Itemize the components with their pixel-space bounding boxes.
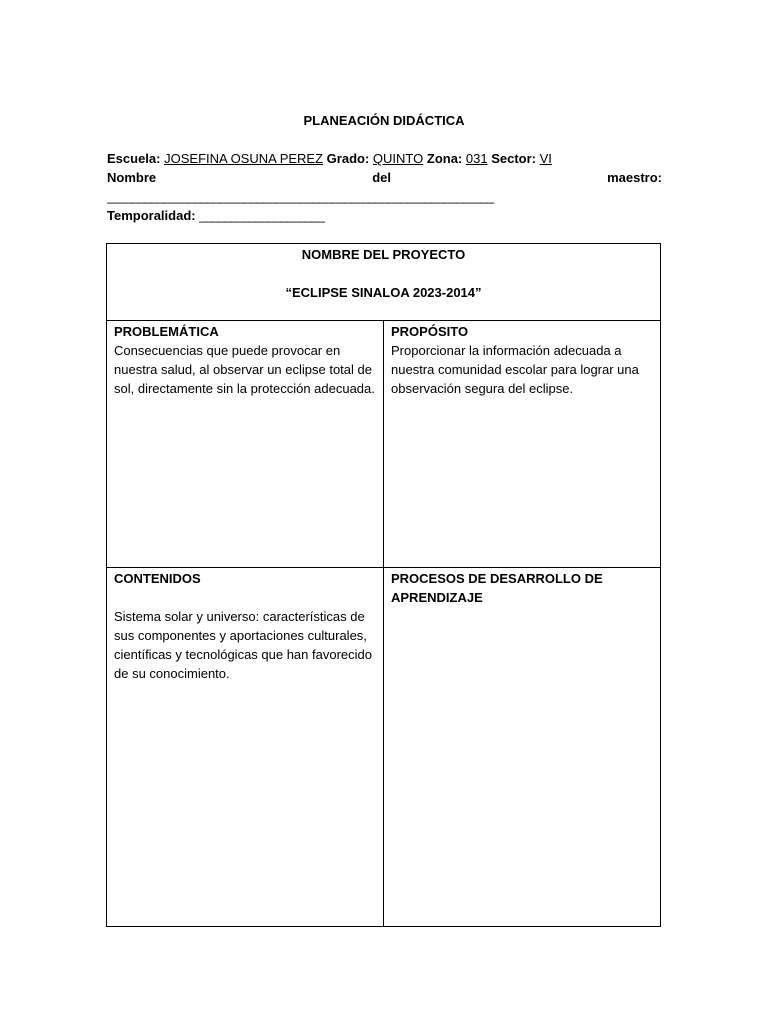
proposito-text: Proporcionar la información adecuada a nuestra comunidad escolar para lograr una observación segura del eclipse. [391, 343, 639, 396]
procesos-cell [384, 568, 660, 926]
proposito-cell [384, 321, 660, 568]
zona-value: 031 [465, 151, 488, 166]
temporalidad-label: Temporalidad: [107, 208, 196, 223]
contenidos-text: Sistema solar y universo: características de sus componentes y aportaciones culturales, científicas y tecnológicas que han favorecido de su conocimiento. [114, 609, 372, 681]
escuela-label: Escuela: [107, 151, 161, 166]
planning-table [106, 243, 661, 927]
problematica-text: Consecuencias que puede provocar en nuestra salud, al observar un eclipse total de sol, directamente sin la protección adecuada. [114, 343, 375, 396]
contenidos-cell [107, 568, 384, 926]
contenidos-heading: CONTENIDOS [114, 571, 201, 586]
maestro-word: maestro: [607, 170, 662, 185]
grado-value: QUINTO [372, 151, 424, 166]
temporalidad-blank: ____________________ [199, 208, 324, 223]
school-info-line [107, 149, 662, 168]
problematica-cell [107, 321, 384, 568]
sector-value: VI [539, 151, 552, 166]
maestro-blank-line [107, 187, 662, 206]
project-name: “ECLIPSE SINALOA 2023-2014” [285, 285, 482, 300]
sector-label: Sector: [491, 151, 537, 166]
maestro-line [107, 168, 662, 187]
project-heading: NOMBRE DEL PROYECTO [301, 247, 466, 262]
maestro-blank: ______________________________________________________________ [107, 189, 494, 204]
procesos-heading: PROCESOS DE DESARROLLO DE APRENDIZAJE [391, 571, 603, 605]
proposito-heading: PROPÓSITO [391, 324, 469, 339]
zona-label: Zona: [426, 151, 463, 166]
contenidos-spacer [114, 588, 376, 607]
escuela-value: JOSEFINA OSUNA PEREZ [164, 151, 324, 166]
problematica-heading: PROBLEMÁTICA [114, 324, 219, 339]
document-title: PLANEACIÓN DIDÁCTICA [303, 113, 465, 128]
temporalidad-line [107, 206, 662, 225]
project-name-cell [107, 244, 660, 321]
del-word: del [372, 170, 391, 185]
nombre-word: Nombre [107, 170, 157, 185]
grado-label: Grado: [326, 151, 370, 166]
header-info [107, 149, 662, 225]
